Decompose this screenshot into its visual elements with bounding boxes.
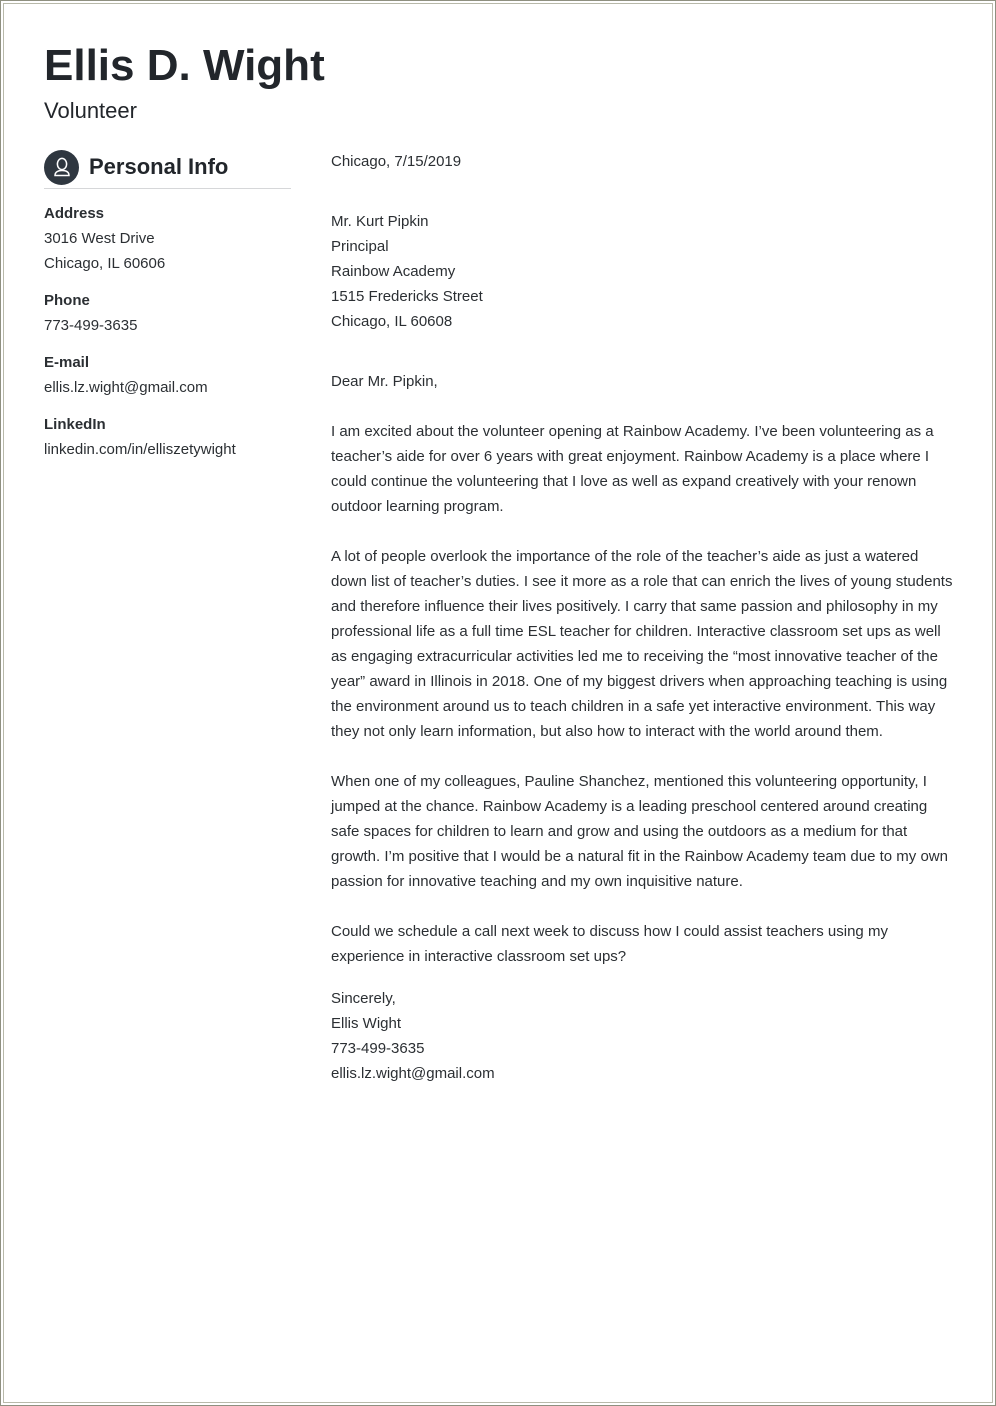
linkedin-value[interactable]: linkedin.com/in/elliszetywight [44, 441, 236, 458]
letter-paragraph-4: Could we schedule a call next week to discuss how I could assist teachers using my experience in interactive classroom set ups? [331, 923, 888, 965]
letter-paragraph-2: A lot of people overlook the importance of the role of the teacher’s aide as just a watered down list of teacher’s duties. I see it more as a role that can enrich the lives of young students and therefore influence their lives positively. I carry that same passion and philosophy in my professional life as a full time ESL teacher for children. Interactive classroom set ups as well as engaging extracurricular activities led me to receiving the “most innovative teacher of the year” award in Illinois in 2018. One of my biggest drivers when approaching teaching is using the environment around us to teach children in a safe yet interactive environment. This way they not only learn information, but also how to interact with the world around them. [331, 548, 953, 740]
personal-info-title: Personal Info [89, 154, 229, 179]
address-label: Address [44, 205, 105, 222]
applicant-job-title: Volunteer [44, 98, 137, 123]
person-icon-glyph [51, 156, 73, 178]
applicant-name: Ellis D. Wight [44, 41, 325, 90]
address-line-1: 3016 West Drive [44, 230, 155, 247]
salutation: Dear Mr. Pipkin, [331, 373, 438, 390]
recipient-organization: Rainbow Academy [331, 263, 456, 280]
email-label: E-mail [44, 354, 90, 371]
signoff-name: Ellis Wight [331, 1015, 402, 1032]
recipient-name: Mr. Kurt Pipkin [331, 213, 429, 230]
email-value[interactable]: ellis.lz.wight@gmail.com [44, 379, 208, 396]
letter-paragraph-3: When one of my colleagues, Pauline Shanchez, mentioned this volunteering opportunity, I jumped at the chance. Rainbow Academy is a leading preschool centered around creating safe spaces for children to learn and grow and using the outdoors as a medium for that growth. I’m positive that I would be a natural fit in the Rainbow Academy team due to my own passion for innovative teaching and my own inquisitive nature. [331, 773, 948, 890]
person-icon [44, 150, 79, 185]
letter-paragraph-1: I am excited about the volunteer opening at Rainbow Academy. I’ve been volunteering as a teacher’s aide for over 6 years with great enjoyment. Rainbow Academy is a place where I could continue the volunteering that I love as well as expand creatively with your renown outdoor learning program. [331, 423, 934, 515]
recipient-city: Chicago, IL 60608 [331, 313, 453, 330]
recipient-title: Principal [331, 238, 389, 255]
address-line-2: Chicago, IL 60606 [44, 255, 166, 272]
signoff-phone: 773-499-3635 [331, 1040, 425, 1057]
signoff-closing: Sincerely, [331, 990, 396, 1007]
linkedin-label: LinkedIn [44, 416, 106, 433]
recipient-street: 1515 Fredericks Street [331, 288, 483, 305]
recipient-block [331, 209, 956, 334]
personal-info-header [44, 149, 291, 189]
signoff-email[interactable]: ellis.lz.wight@gmail.com [331, 1065, 495, 1082]
personal-info-sidebar [44, 149, 291, 462]
signoff-block [331, 986, 956, 1086]
letter-body [331, 149, 956, 1086]
letter-date: Chicago, 7/15/2019 [331, 153, 462, 170]
phone-label: Phone [44, 292, 90, 309]
phone-value: 773-499-3635 [44, 317, 138, 334]
